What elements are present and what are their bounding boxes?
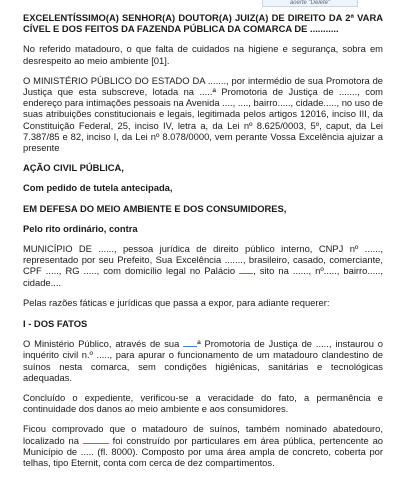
facts-paragraph-3: [23, 423, 383, 468]
facts3-text-b: foi construído por particulares em área pública, pertencente ao Município de ..... (fl. 8000). Composto por uma área ampla de concreto, coberta por telhas, tipo Eternit, conta com cerca de dez compartimentos.: [23, 434, 384, 469]
blank-field-palacio[interactable]: [239, 265, 253, 274]
tutela-line: Com pedido de tutela antecipada,: [23, 182, 173, 194]
blank-field-location[interactable]: [83, 435, 109, 444]
top-bar: [0, 0, 400, 6]
delete-tab[interactable]: aoerte "Delete": [262, 0, 358, 7]
qualification-paragraph: O MINISTÉRIO PÚBLICO DO ESTADO DA ......., por intermédio de sua Promotora de Justiça que esta subscreve, lotada na .....ª Promotoria de Justiça de ......., com endereço para intimações pessoais na Avenida ...., ...., bairro....., cidade....., no uso de suas atribuições constitucionais e legais, legitimada pelos artigos 12016, inciso III, da Constituição Federal, 25, inciso IV, letra a, da Lei nº 8.625/0003, 5º, caput, da Lei 7.387/85 e 82, inciso I, da Lei nº 8.078/0000, vem perante Vossa Excelência ajuizar a presente: [23, 74, 383, 154]
document-title: EXCELENTÍSSIMO(A) SENHOR(A) DOUTOR(A) JUIZ(A) DE DIREITO DA 2ª VARA CÍVEL E DOS FEITOS DA FAZENDA PÚBLICA DA COMARCA DE ...........: [23, 12, 383, 35]
defendant-paragraph: [23, 243, 383, 288]
section-heading-facts: I - DOS FATOS: [23, 318, 88, 330]
action-title: AÇÃO CIVIL PÚBLICA,: [23, 162, 124, 174]
intro-paragraph: No referido matadouro, o que falta de cuidados na higiene e segurança, sobra em desrespeito ao meio ambiente [01].: [23, 43, 383, 66]
defendant-text-b: , sito na ......, nº....., bairro....., cidade....: [23, 265, 384, 288]
defesa-line: EM DEFESA DO MEIO AMBIENTE E DOS CONSUMIDORES,: [23, 202, 287, 214]
rito-line: Pelo rito ordinário, contra: [23, 222, 138, 234]
reasons-paragraph: Pelas razões fáticas e jurídicas que passa a expor, para adiante requerer:: [23, 296, 330, 308]
legal-document: [23, 12, 383, 468]
defendant-text-a: MUNICÍPIO DE ......, pessoa jurídica de direito público interno, CNPJ nº ......, representado por seu Prefeito, Sua Excelência ......., brasileiro, casado, comerciante, CPF ....., RG ....., com domicílio legal no Palácio: [23, 243, 383, 277]
facts1-text-b: ª Promotoria de Justiça de ....., instaurou o inquérito civil n.º ....., para apurar o funcionamento de um matadouro clandestino de suínos nesta comarca, sem condições higiênicas, sanitárias e tecnológicas adequadas.: [23, 338, 383, 383]
facts-paragraph-2: Concluído o expediente, verificou-se a veracidade do fato, a permanência e continuidade dos danos ao meio ambiente e aos consumidores.: [23, 392, 383, 415]
facts1-text-a: O Ministério Público, através de sua: [23, 338, 180, 350]
blank-field-promotoria[interactable]: [183, 338, 197, 347]
facts3-text-a: Ficou comprovado que o matadouro de suínos, também nominado abatedouro, localizado na: [23, 423, 383, 446]
facts-paragraph-1: [23, 338, 383, 383]
